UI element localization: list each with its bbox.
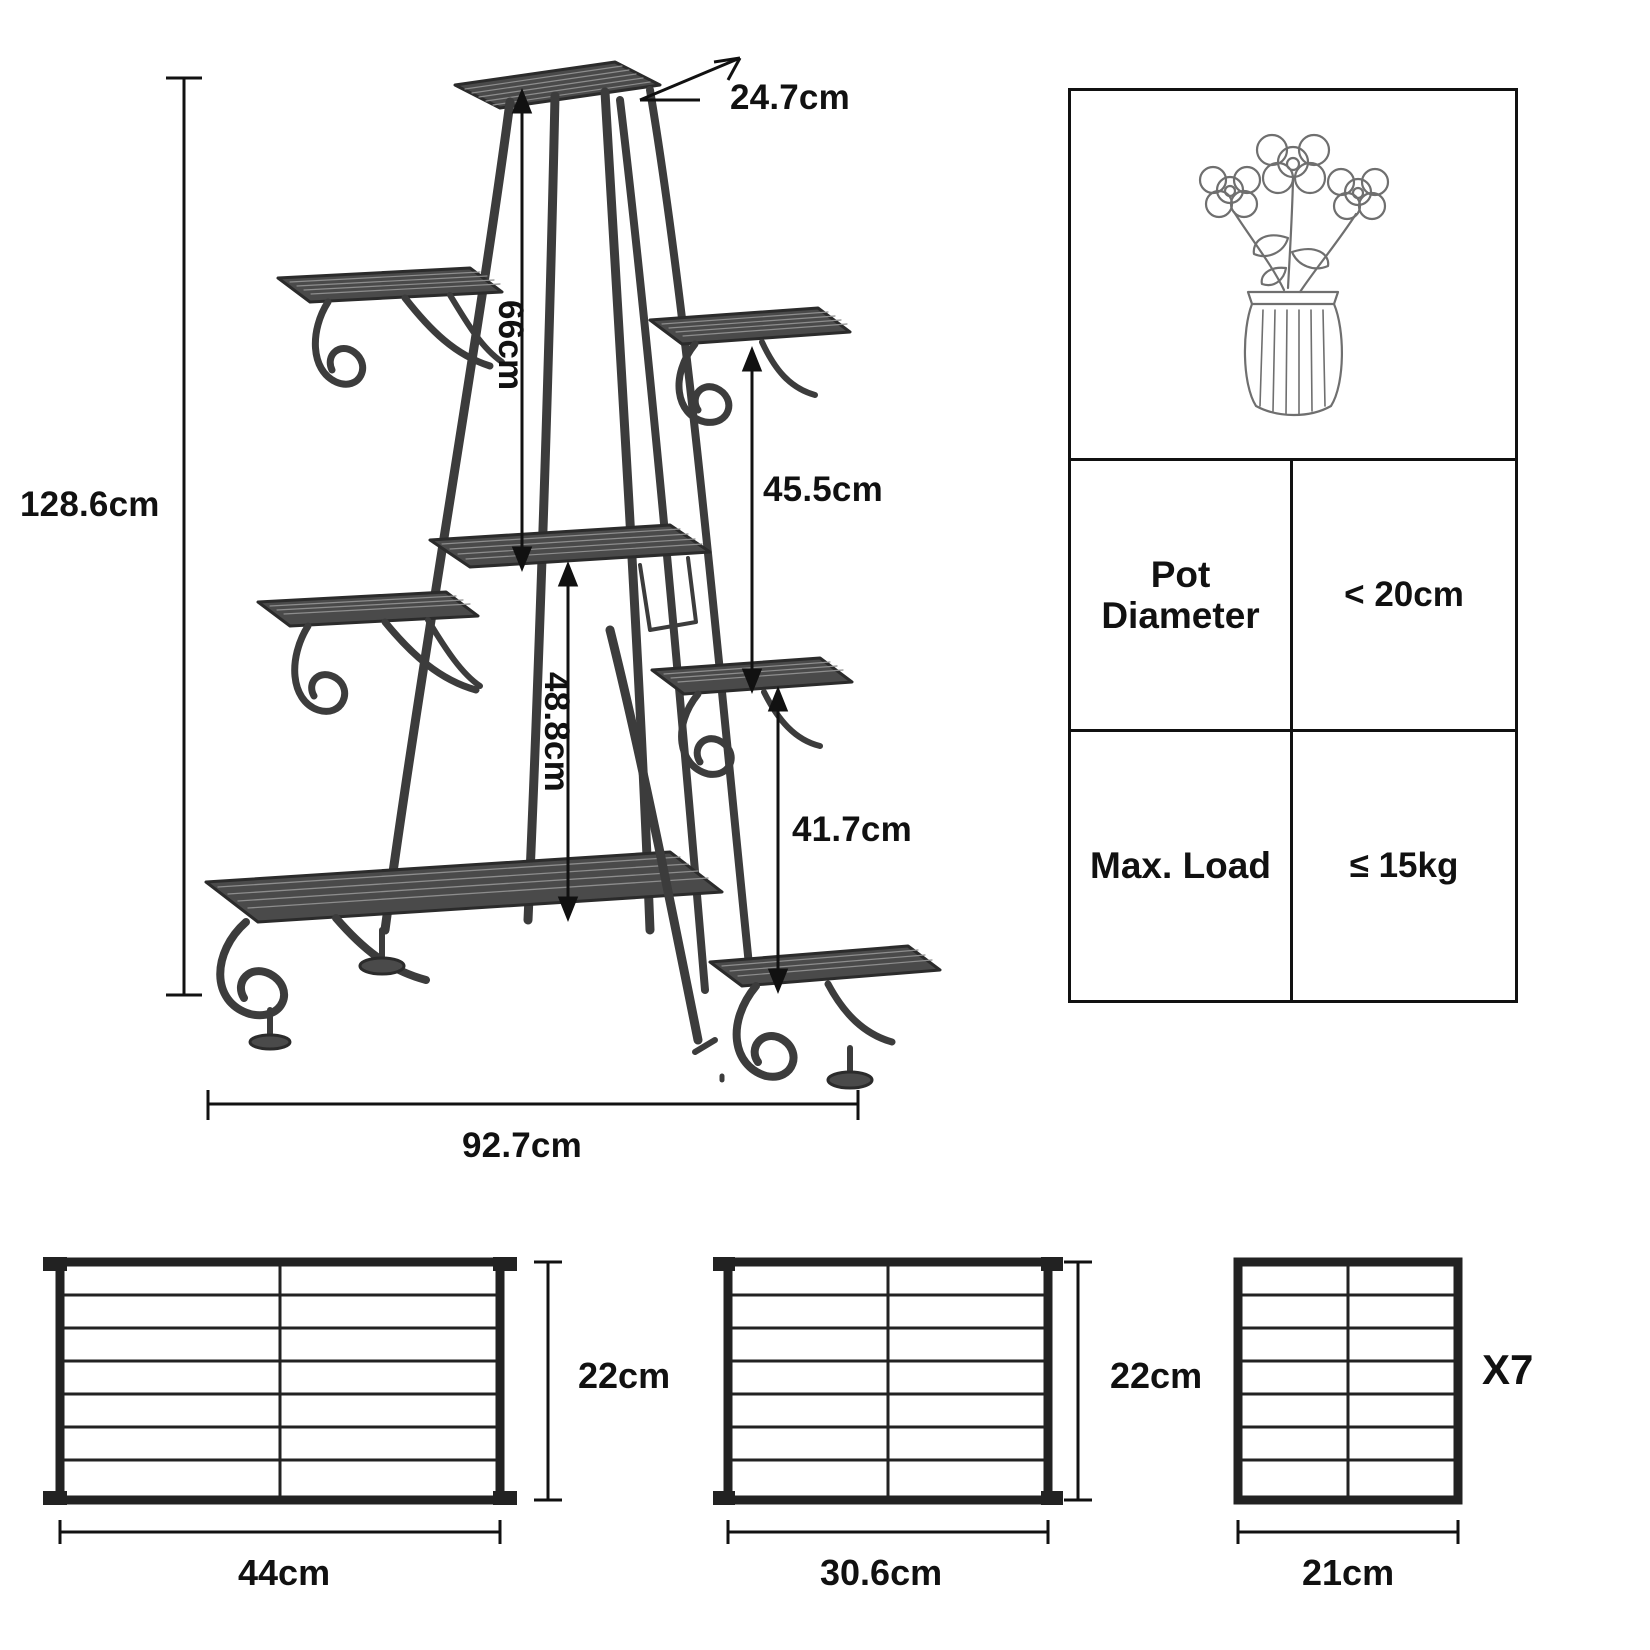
spec-label-max-load: Max. Load: [1071, 732, 1293, 1000]
part-shelf-medium-dims: [712, 1250, 1192, 1590]
spec-value-pot-diameter: < 20cm: [1344, 575, 1464, 614]
dim-right-lower-gap: 41.7cm: [792, 810, 912, 849]
spec-row-max-load: [1071, 732, 1515, 1000]
spec-value-max-load: ≤ 15kg: [1349, 846, 1459, 885]
dim-lower-center-gap: 48.8cm: [537, 672, 576, 792]
dim-top-shelf-depth: 24.7cm: [730, 78, 850, 117]
part-shelf-large-height: 22cm: [578, 1355, 671, 1396]
spec-label-pot-diameter-line1: Pot: [1150, 553, 1211, 595]
dim-right-upper-gap: 45.5cm: [763, 470, 883, 509]
part-shelf-small-qty: X7: [1482, 1346, 1534, 1393]
spec-table: [1068, 88, 1518, 1003]
dim-total-width: 92.7cm: [462, 1126, 582, 1165]
part-shelf-small-width: 21cm: [1302, 1552, 1395, 1593]
spec-row-pot-diameter: [1071, 461, 1515, 732]
dim-upper-center-gap: 66cm: [491, 300, 530, 391]
spec-label-pot-diameter: [1071, 461, 1293, 729]
flower-vase-icon: [1168, 120, 1418, 430]
part-shelf-medium-height: 22cm: [1110, 1355, 1203, 1396]
part-shelf-small-dims: [1230, 1250, 1530, 1590]
flower-illustration-cell: [1071, 91, 1515, 461]
dim-total-height: 128.6cm: [20, 485, 160, 524]
part-shelf-large-dims: [40, 1250, 640, 1590]
part-shelf-large-width: 44cm: [238, 1552, 331, 1593]
dimension-lines-main: [0, 0, 1060, 1220]
spec-label-pot-diameter-line2: Diameter: [1101, 595, 1260, 636]
part-shelf-medium-width: 30.6cm: [820, 1552, 943, 1593]
